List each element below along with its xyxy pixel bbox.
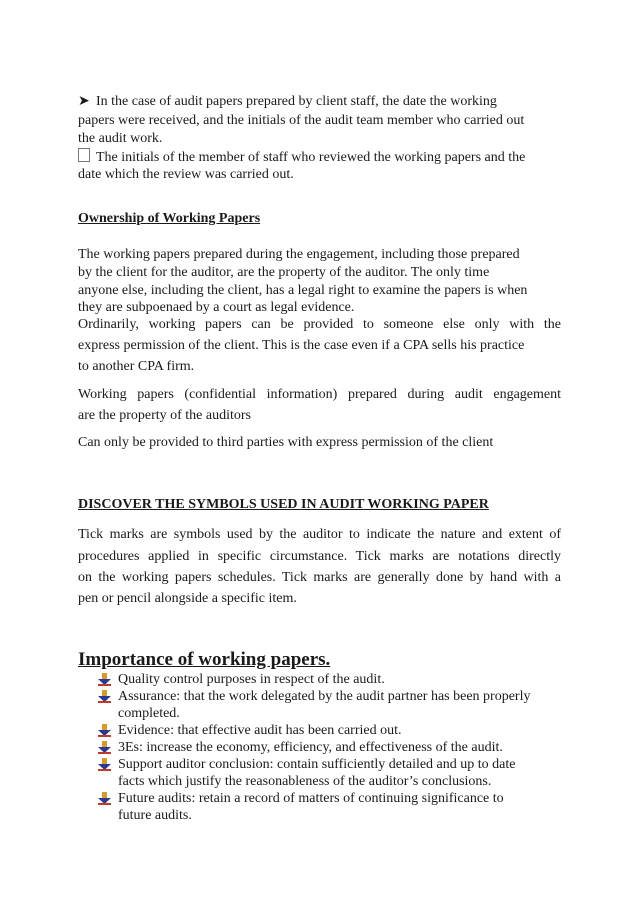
down-arrow-bullet-icon bbox=[98, 741, 111, 754]
intro-arrow-line-1: ➤ In the case of audit papers prepared by client staff, the date the working bbox=[78, 94, 497, 109]
ownership-p1-line-2: by the client for the auditor, are the property of the auditor. The only time bbox=[78, 265, 490, 280]
importance-heading: Importance of working papers. bbox=[78, 649, 331, 670]
list-item bbox=[98, 671, 568, 688]
list-item bbox=[98, 688, 568, 722]
ownership-heading: Ownership of Working Papers bbox=[78, 211, 261, 226]
ownership-p1-line-3: anyone else, including the client, has a legal right to examine the papers is when bbox=[78, 283, 528, 298]
ownership-p2-line-3: to another CPA firm. bbox=[78, 359, 195, 374]
ownership-p1-line-4: they are subpoenaed by a court as legal evidence. bbox=[78, 300, 355, 315]
list-item bbox=[98, 739, 568, 756]
down-arrow-bullet-icon bbox=[98, 758, 111, 771]
importance-item-4-line-1: 3Es: increase the economy, efficiency, and effectiveness of the audit. bbox=[118, 740, 503, 755]
importance-item-2-line-2: completed. bbox=[118, 706, 180, 721]
importance-item-6-line-1: Future audits: retain a record of matters of continuing significance to bbox=[118, 791, 504, 806]
symbols-line-1: Tick marks are symbols used by the auditor to indicate the nature and extent of bbox=[78, 527, 561, 542]
arrow-bullet-icon: ➤ bbox=[78, 94, 90, 109]
ownership-p1-line-1: The working papers prepared during the engagement, including those prepared bbox=[78, 247, 520, 262]
list-item bbox=[98, 722, 568, 739]
symbols-heading: DISCOVER THE SYMBOLS USED IN AUDIT WORKING PAPER bbox=[78, 497, 489, 512]
down-arrow-bullet-icon bbox=[98, 792, 111, 805]
importance-item-2-line-1: Assurance: that the work delegated by the audit partner has been properly bbox=[118, 689, 531, 704]
importance-item-5-line-2: facts which justify the reasonableness of the auditor’s conclusions. bbox=[118, 774, 492, 789]
importance-item-5-line-1: Support auditor conclusion: contain sufficiently detailed and up to date bbox=[118, 757, 516, 772]
intro-arrow-line-3: the audit work. bbox=[78, 131, 163, 146]
square-bullet-icon bbox=[78, 148, 90, 162]
ownership-p2-line-1: Ordinarily, working papers can be provided to someone else only with the bbox=[78, 317, 561, 332]
intro-arrow-line-2: papers were received, and the initials of the audit team member who carried out bbox=[78, 113, 525, 128]
list-item bbox=[98, 790, 568, 824]
down-arrow-bullet-icon bbox=[98, 673, 111, 686]
intro-box-line-1: The initials of the member of staff who reviewed the working papers and the bbox=[78, 148, 525, 167]
ownership-p4: Can only be provided to third parties with express permission of the client bbox=[78, 435, 494, 450]
importance-list bbox=[98, 671, 568, 824]
down-arrow-bullet-icon bbox=[98, 724, 111, 737]
ownership-p3-line-2: are the property of the auditors bbox=[78, 408, 251, 423]
symbols-line-4: pen or pencil alongside a specific item. bbox=[78, 591, 297, 606]
intro-box-line-2: date which the review was carried out. bbox=[78, 167, 294, 182]
ownership-p3-line-1: Working papers (confidential information) prepared during audit engagement bbox=[78, 387, 561, 402]
list-item bbox=[98, 756, 568, 790]
importance-item-1-line-1: Quality control purposes in respect of the audit. bbox=[118, 672, 385, 687]
symbols-line-3: on the working papers schedules. Tick marks are generally done by hand with a bbox=[78, 570, 561, 585]
importance-item-6-line-2: future audits. bbox=[118, 808, 192, 823]
down-arrow-bullet-icon bbox=[98, 690, 111, 703]
ownership-p2-line-2: express permission of the client. This is the case even if a CPA sells his practice bbox=[78, 338, 525, 353]
symbols-line-2: procedures applied in specific circumstance. Tick marks are notations directly bbox=[78, 549, 561, 564]
importance-item-3-line-1: Evidence: that effective audit has been carried out. bbox=[118, 723, 402, 738]
